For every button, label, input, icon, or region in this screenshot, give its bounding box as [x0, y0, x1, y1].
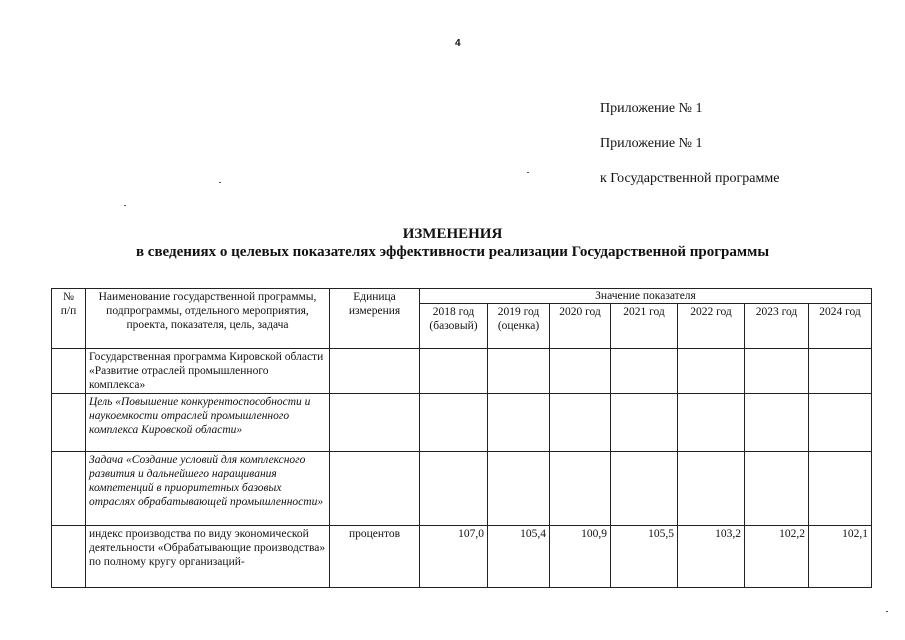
- indicators-table: [51, 288, 872, 588]
- row-num: [52, 394, 86, 452]
- row-value: [678, 394, 745, 452]
- page-number: 4: [455, 38, 461, 49]
- row-name: Государственная программа Кировской области «Развитие отраслей промышленного комплекса»: [86, 349, 330, 394]
- row-num: [52, 452, 86, 526]
- table-row: [52, 526, 872, 588]
- table-row: [52, 349, 872, 394]
- row-value: [611, 394, 678, 452]
- table-row: [52, 394, 872, 452]
- row-name: Задача «Создание условий для комплексного развития и дальнейшего наращивания компетенций в приоритетных базовых отраслях обрабатывающей промышленности»: [86, 452, 330, 526]
- row-unit: [330, 394, 420, 452]
- row-value: 105,4: [488, 526, 550, 588]
- appendix-line-2: Приложение № 1: [600, 136, 703, 151]
- row-value: [420, 349, 488, 394]
- row-unit: [330, 452, 420, 526]
- row-value: [809, 349, 872, 394]
- row-value: 107,0: [420, 526, 488, 588]
- row-value: 100,9: [550, 526, 611, 588]
- row-value: 103,2: [678, 526, 745, 588]
- table-row: [52, 452, 872, 526]
- document-subtitle: в сведениях о целевых показателях эффективности реализации Государственной программы: [135, 244, 770, 260]
- scan-speck: [886, 611, 888, 612]
- row-value: [488, 394, 550, 452]
- header-unit: Единица измерения: [330, 289, 420, 349]
- row-value: [488, 452, 550, 526]
- row-value: [809, 452, 872, 526]
- row-value: [745, 394, 809, 452]
- row-value: 102,1: [809, 526, 872, 588]
- document-title: ИЗМЕНЕНИЯ: [402, 226, 503, 242]
- header-year: 2022 год: [678, 304, 745, 349]
- header-values-group: Значение показателя: [420, 289, 872, 304]
- row-name: индекс производства по виду экономической деятельности «Обрабатывающие производства» по полному кругу организаций-: [86, 526, 330, 588]
- row-value: [678, 452, 745, 526]
- header-year: 2020 год: [550, 304, 611, 349]
- row-value: [745, 452, 809, 526]
- row-value: 105,5: [611, 526, 678, 588]
- row-value: [420, 452, 488, 526]
- appendix-line-1: Приложение № 1: [600, 101, 703, 116]
- row-value: 102,2: [745, 526, 809, 588]
- row-value: [550, 394, 611, 452]
- row-value: [550, 349, 611, 394]
- row-unit: [330, 349, 420, 394]
- row-unit: процентов: [330, 526, 420, 588]
- header-name: Наименование государственной программы, подпрограммы, отдельного мероприятия, проекта, показателя, цель, задача: [86, 289, 330, 349]
- header-year: 2019 год (оценка): [488, 304, 550, 349]
- scan-speck: [219, 182, 221, 183]
- header-year: 2018 год (базовый): [420, 304, 488, 349]
- row-num: [52, 349, 86, 394]
- scan-speck: [527, 172, 529, 173]
- row-value: [550, 452, 611, 526]
- row-num: [52, 526, 86, 588]
- row-value: [678, 349, 745, 394]
- row-name: Цель «Повышение конкурентоспособности и наукоемкости отраслей промышленного комплекса Кировской области»: [86, 394, 330, 452]
- row-value: [611, 349, 678, 394]
- row-value: [611, 452, 678, 526]
- scan-speck: [124, 205, 126, 206]
- appendix-line-3: к Государственной программе: [600, 171, 780, 186]
- row-value: [745, 349, 809, 394]
- row-value: [420, 394, 488, 452]
- header-year: 2024 год: [809, 304, 872, 349]
- header-num: № п/п: [52, 289, 86, 349]
- header-year: 2021 год: [611, 304, 678, 349]
- row-value: [488, 349, 550, 394]
- header-year: 2023 год: [745, 304, 809, 349]
- row-value: [809, 394, 872, 452]
